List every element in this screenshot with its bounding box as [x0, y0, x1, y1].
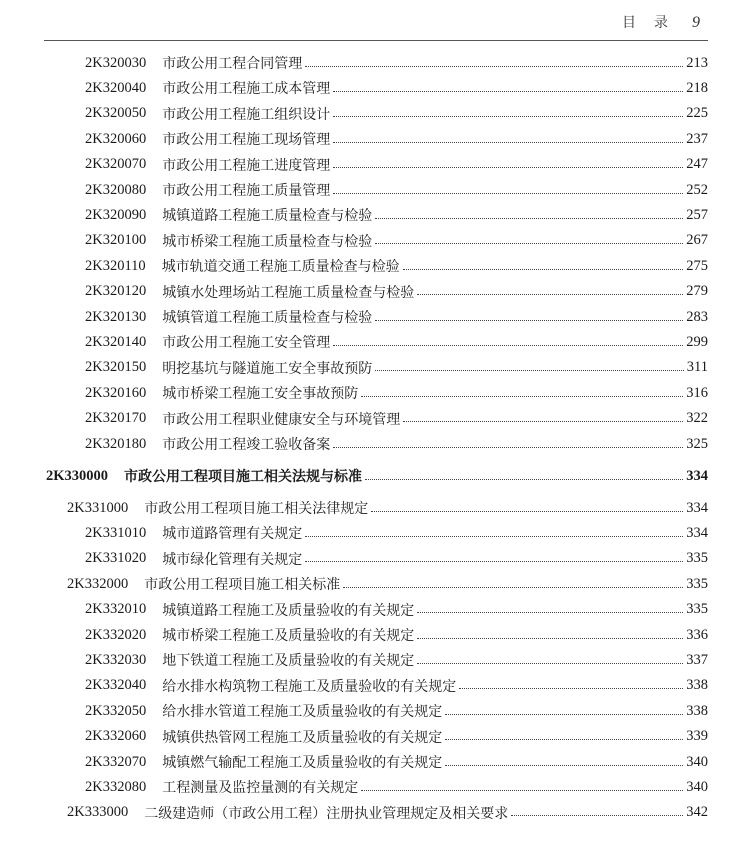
toc-entry-title: 城镇燃气输配工程施工及质量验收的有关规定: [162, 755, 443, 771]
toc-entry: [67, 496, 708, 520]
toc-entry-code: 2K331000: [67, 499, 129, 516]
toc-entry-title: 明挖基坑与隧道施工安全事故预防: [162, 360, 373, 377]
toc-entry-title: 市政公用工程竣工验收备案: [162, 437, 331, 453]
toc-entry-title: 市政公用工程施工现场管理: [162, 132, 331, 149]
toc-entry: [85, 254, 708, 278]
toc-entry-page: 237: [686, 130, 708, 147]
toc-entry-page: 342: [686, 804, 708, 821]
dot-leader: [511, 815, 683, 816]
dot-leader: [417, 663, 683, 664]
dot-leader: [305, 66, 683, 67]
toc-entry-page: 247: [686, 156, 708, 173]
toc-entry-code: 2K332060: [85, 728, 147, 745]
dot-leader: [333, 345, 683, 346]
toc-entry-code: 2K320070: [85, 156, 147, 173]
toc-entry-page: 267: [686, 232, 708, 249]
dot-leader: [333, 193, 683, 194]
toc-entry-page: 337: [686, 651, 708, 668]
dot-leader: [375, 243, 683, 244]
toc-entry-title: 工程测量及监控量测的有关规定: [162, 780, 359, 797]
toc-entry-page: 283: [686, 308, 708, 325]
toc-entry: [85, 102, 708, 126]
toc-entry-title: 城镇水处理场站工程施工质量检查与检验: [162, 284, 415, 301]
toc-entry-code: 2K320110: [85, 257, 146, 274]
toc-entry: [85, 330, 708, 354]
toc-entry-code: 2K320030: [85, 54, 147, 71]
toc-entry-code: 2K320080: [85, 181, 147, 198]
dot-leader: [305, 561, 683, 562]
toc-entry-page: 338: [686, 677, 708, 694]
toc-entry: [85, 76, 708, 100]
toc-entry-code: 2K332050: [85, 702, 147, 719]
toc-entry-code: 2K331010: [85, 524, 147, 541]
dot-leader: [445, 714, 683, 715]
toc-entry-page: 225: [686, 105, 708, 122]
toc-entry-title: 市政公用工程项目施工相关法律规定: [144, 501, 369, 517]
toc-entry-title: 市政公用工程施工质量管理: [162, 183, 331, 199]
toc-entry: [85, 407, 708, 431]
toc-entry-page: 340: [686, 753, 708, 770]
toc-entry: [85, 178, 708, 202]
toc-entry: [46, 464, 708, 488]
toc-entry-title: 市政公用工程施工成本管理: [162, 81, 331, 98]
dot-leader: [365, 479, 683, 480]
dot-leader: [333, 447, 683, 448]
toc-entry: [85, 623, 708, 647]
toc-entry-code: 2K332020: [85, 626, 147, 643]
toc-entry-title: 地下铁道工程施工及质量验收的有关规定: [162, 653, 415, 670]
toc-entry-title: 城市桥梁工程施工及质量验收的有关规定: [162, 628, 415, 644]
toc-entry-title: 城市轨道交通工程施工质量检查与检验: [161, 259, 400, 276]
toc-entry-code: 2K331020: [85, 550, 147, 567]
toc-entry-page: 316: [686, 384, 708, 401]
toc-entry-code: 2K320170: [85, 410, 147, 427]
toc-entry: [85, 598, 708, 622]
toc-entry-page: 311: [686, 359, 708, 376]
toc-entry-page: 340: [686, 778, 708, 795]
toc-entry: [67, 801, 708, 825]
toc-entry-title: 给水排水管道工程施工及质量验收的有关规定: [162, 704, 443, 721]
toc-entry: [85, 699, 708, 723]
toc-entry: [85, 775, 708, 799]
toc-entry-page: 334: [686, 499, 708, 516]
dot-leader: [333, 167, 683, 168]
toc-entry-title: 市政公用工程施工组织设计: [162, 106, 331, 123]
dot-leader: [333, 116, 683, 117]
toc-entry-title: 给水排水构筑物工程施工及质量验收的有关规定: [162, 678, 457, 695]
toc-entry: [85, 381, 708, 405]
toc-entry-page: 334: [686, 467, 708, 484]
header-section-label: 目 录: [622, 15, 670, 31]
toc-entry-code: 2K320060: [85, 130, 147, 147]
toc-entry-title: 城镇管道工程施工质量检查与检验: [162, 310, 373, 326]
toc-entry-page: 334: [686, 524, 708, 541]
toc-entry-page: 213: [686, 54, 708, 71]
toc-entry-title: 城市绿化管理有关规定: [162, 551, 303, 568]
toc-entry: [85, 750, 708, 774]
toc-entry-page: 336: [686, 626, 708, 643]
toc-entry: [85, 305, 708, 329]
toc-entry-code: 2K330000: [46, 467, 109, 484]
dot-leader: [333, 142, 683, 143]
toc-entry-code: 2K320090: [85, 206, 147, 223]
dot-leader: [417, 638, 683, 639]
toc-entry-title: 城镇供热管网工程施工及质量验收的有关规定: [162, 729, 443, 746]
toc-entry-title: 二级建造师（市政公用工程）注册执业管理规定及相关要求: [144, 805, 509, 822]
toc-entry-title: 市政公用工程项目施工相关标准: [144, 577, 341, 594]
dot-leader: [371, 511, 683, 512]
toc-entry-code: 2K333000: [67, 804, 129, 821]
dot-leader: [375, 218, 683, 219]
dot-leader: [445, 739, 683, 740]
toc-entry: [85, 203, 708, 227]
running-header: [622, 12, 702, 32]
toc-entry: [85, 356, 708, 380]
toc-entry-title: 城市桥梁工程施工质量检查与检验: [162, 233, 373, 250]
toc-entry-code: 2K332030: [85, 651, 147, 668]
dot-leader: [333, 91, 683, 92]
toc-entry-code: 2K332000: [67, 575, 129, 592]
toc-entry-title: 市政公用工程合同管理: [162, 56, 303, 72]
toc-entry-title: 市政公用工程项目施工相关法规与标准: [124, 469, 363, 485]
toc-entry-page: 257: [686, 206, 708, 223]
toc-entry: [85, 153, 708, 177]
dot-leader: [417, 612, 683, 613]
toc-entry-page: 335: [686, 550, 708, 567]
toc-entry-code: 2K320180: [85, 435, 147, 452]
toc-entry: [85, 432, 708, 456]
header-rule: [44, 40, 708, 41]
toc-entry-title: 市政公用工程施工进度管理: [162, 157, 331, 174]
toc-entry-code: 2K320140: [85, 333, 147, 350]
toc-entry-title: 市政公用工程职业健康安全与环境管理: [162, 411, 401, 428]
toc-entry-page: 338: [686, 702, 708, 719]
toc-entry-page: 252: [686, 181, 708, 198]
toc-entry: [67, 572, 708, 596]
dot-leader: [305, 536, 683, 537]
toc-entry: [85, 725, 708, 749]
toc-entry-code: 2K320100: [85, 232, 147, 249]
header-page-number: 9: [692, 14, 702, 31]
toc-entry-page: 299: [686, 333, 708, 350]
toc-entry: [85, 648, 708, 672]
toc-entry-code: 2K320150: [85, 359, 147, 376]
toc-entry: [85, 280, 708, 304]
dot-leader: [417, 294, 683, 295]
toc-entry-page: 339: [686, 728, 708, 745]
toc-entry-page: 325: [686, 435, 708, 452]
dot-leader: [361, 396, 683, 397]
toc-entry: [85, 127, 708, 151]
toc-entry-code: 2K320160: [85, 384, 147, 401]
toc-entry: [85, 547, 708, 571]
toc-entry-page: 218: [686, 79, 708, 96]
dot-leader: [445, 765, 683, 766]
toc-entry-title: 市政公用工程施工安全管理: [162, 335, 331, 352]
toc-entry-title: 城市道路管理有关规定: [162, 526, 303, 543]
dot-leader: [403, 269, 684, 270]
toc-entry-page: 322: [686, 410, 708, 427]
toc-entry-page: 335: [686, 601, 708, 618]
dot-leader: [361, 790, 683, 791]
toc-entry: [85, 521, 708, 545]
dot-leader: [375, 370, 684, 371]
toc-entry-code: 2K320040: [85, 79, 147, 96]
toc-entry: [85, 229, 708, 253]
toc-entry-title: 城镇道路工程施工及质量验收的有关规定: [162, 602, 415, 619]
dot-leader: [343, 587, 683, 588]
toc-entry-code: 2K320120: [85, 283, 147, 300]
toc-entry: [85, 51, 708, 75]
dot-leader: [459, 688, 683, 689]
toc-entry-code: 2K332040: [85, 677, 147, 694]
toc-entry-code: 2K320130: [85, 308, 147, 325]
dot-leader: [403, 421, 683, 422]
toc-entry-page: 275: [686, 257, 708, 274]
toc-entry-title: 城镇道路工程施工质量检查与检验: [162, 208, 373, 225]
toc-entry-code: 2K332010: [85, 601, 147, 618]
toc-entry-page: 335: [686, 575, 708, 592]
toc-entry-page: 279: [686, 283, 708, 300]
toc-entry: [85, 674, 708, 698]
toc-entry-code: 2K332080: [85, 778, 147, 795]
toc-entry-title: 城市桥梁工程施工安全事故预防: [162, 386, 359, 403]
dot-leader: [375, 320, 683, 321]
toc-entry-code: 2K320050: [85, 105, 147, 122]
toc-entry-code: 2K332070: [85, 753, 147, 770]
